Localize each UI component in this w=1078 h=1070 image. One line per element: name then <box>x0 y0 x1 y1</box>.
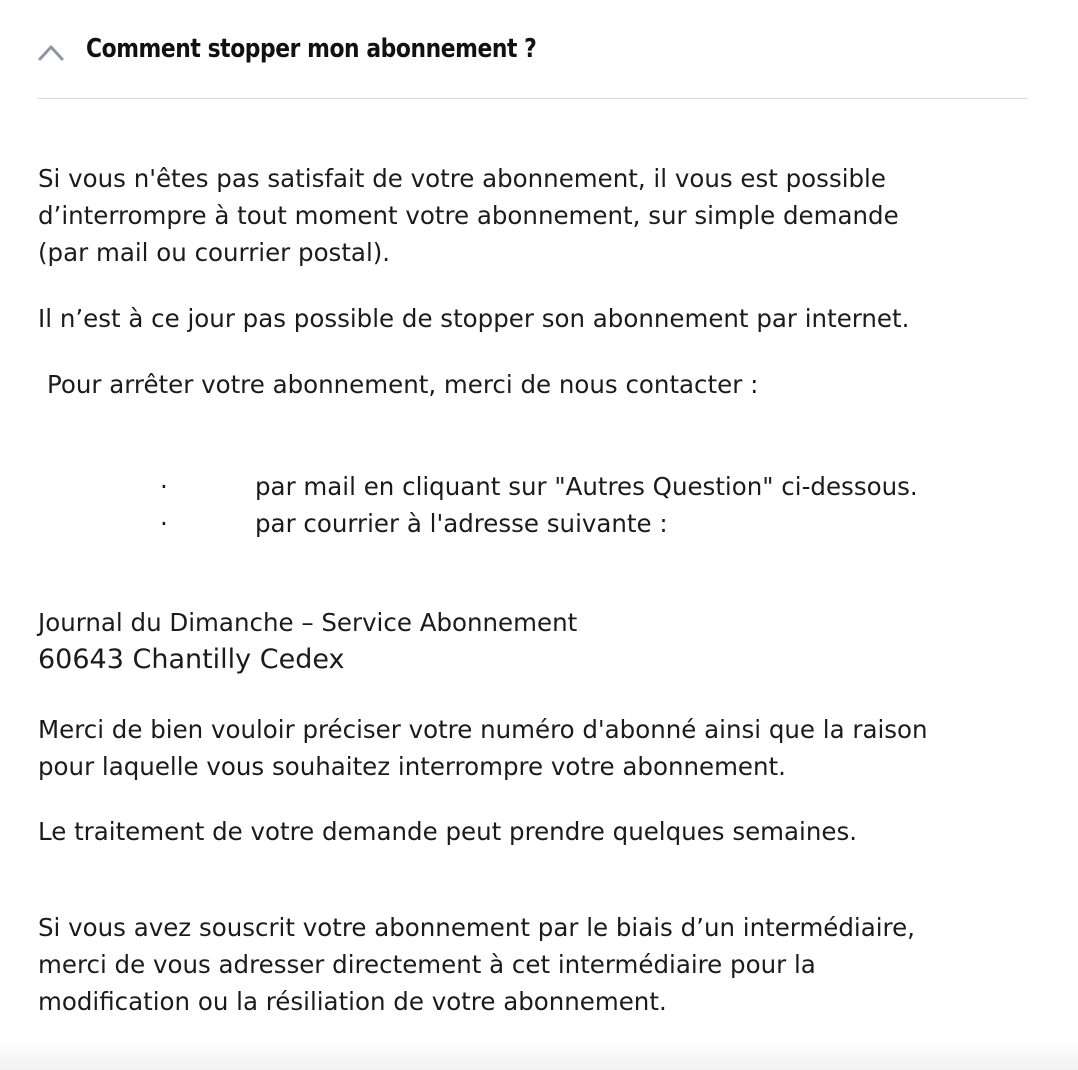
contact-intro-paragraph: Pour arrêter votre abonnement, merci de nous contacter : <box>47 370 759 399</box>
intermediary-line: merci de vous adresser directement à cet intermédiaire pour la <box>38 950 816 979</box>
delay-paragraph: Le traitement de votre demande peut prendre quelques semaines. <box>38 817 857 846</box>
bullet-text-post: par courrier à l'adresse suivante : <box>255 509 668 538</box>
no-online-paragraph: Il n’est à ce jour pas possible de stopper son abonnement par internet. <box>38 304 910 333</box>
bullet-text-mail: par mail en cliquant sur "Autres Question" ci-dessous. <box>255 472 918 501</box>
chevron-up-icon[interactable] <box>38 40 64 64</box>
intermediary-paragraph <box>38 909 915 1020</box>
intro-line: d’interrompre à tout moment votre abonnement, sur simple demande <box>38 201 899 230</box>
list-item <box>38 505 1028 542</box>
faq-question-title[interactable]: Comment stopper mon abonnement ? <box>86 34 537 64</box>
request-line: pour laquelle vous souhaitez interrompre votre abonnement. <box>38 752 786 781</box>
intro-line: Si vous n'êtes pas satisfait de votre abonnement, il vous est possible <box>38 164 886 193</box>
bullet-marker: · <box>160 472 168 501</box>
request-line: Merci de bien vouloir préciser votre numéro d'abonné ainsi que la raison <box>38 715 928 744</box>
faq-question-header[interactable] <box>38 0 1028 99</box>
bullet-marker: · <box>160 509 168 538</box>
request-paragraph <box>38 711 928 785</box>
intermediary-line: Si vous avez souscrit votre abonnement par le biais d’un intermédiaire, <box>38 913 915 942</box>
address-line-1: Journal du Dimanche – Service Abonnement <box>38 608 578 637</box>
bottom-fade <box>0 1038 1078 1070</box>
intro-line: (par mail ou courrier postal). <box>38 238 391 267</box>
list-item <box>38 468 1028 505</box>
intro-paragraph <box>38 160 899 271</box>
intermediary-line: modification ou la résiliation de votre abonnement. <box>38 987 667 1016</box>
address-line-2: 60643 Chantilly Cedex <box>38 644 345 675</box>
